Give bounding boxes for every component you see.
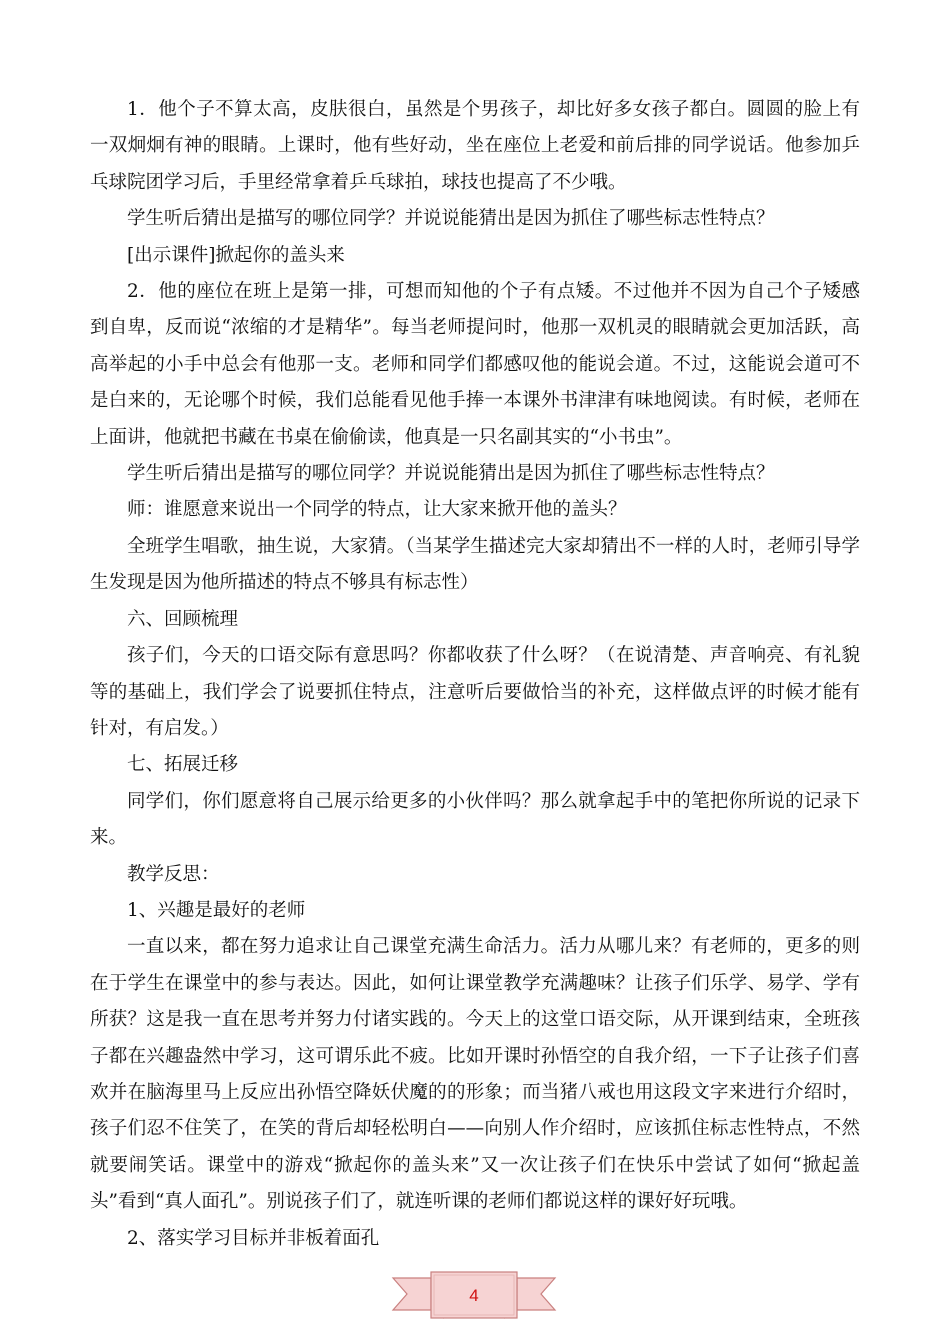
paragraph-teacher-prompt: 师：谁愿意来说出一个同学的特点，让大家来掀开他的盖头？ xyxy=(127,499,627,521)
paragraph-class-activity: 全班学生唱歌，抽生说，大家猜。（当某学生描述完大家却猜出不一样的人时，老师引导学生发现是因为他所描述的特点不够具有标志性） xyxy=(90,535,860,594)
subheading-goals: 2、落实学习目标并非板着面孔 xyxy=(127,1227,380,1249)
subheading-interest: 1、兴趣是最好的老师 xyxy=(127,899,306,921)
paragraph-question-1: 学生听后猜出是描写的哪位同学？并说说能猜出是因为抓住了哪些标志性特点？ xyxy=(127,208,775,230)
section-heading-extension: 七、拓展迁移 xyxy=(127,754,239,776)
document-body xyxy=(90,92,860,1257)
paragraph-question-2: 学生听后猜出是描写的哪位同学？并说说能猜出是因为抓住了哪些标志性特点？ xyxy=(127,463,775,485)
paragraph-description-2: 2．他的座位在班上是第一排，可想而知他的个子有点矮。不过他并不因为自己个子矮感到自卑，反而说“浓缩的才是精华”。每当老师提问时，他那一双机灵的眼睛就会更加活跃，高高举起的小手中总会有他那一支。老师和同学们都感叹他的能说会道。不过，这能说会道可不是白来的，无论哪个时候，我们总能看见他手捧一本课外书津津有味地阅读。有时候，老师在上面讲，他就把书藏在书桌在偷偷读，他真是一只名副其实的“小书虫”。 xyxy=(90,281,860,448)
paragraph-courseware: [出示课件]掀起你的盖头来 xyxy=(127,244,345,266)
paragraph-extension: 同学们，你们愿意将自己展示给更多的小伙伴吗？那么就拿起手中的笔把你所说的记录下来。 xyxy=(90,790,860,849)
section-heading-reflection: 教学反思： xyxy=(127,863,220,885)
paragraph-reflection-interest: 一直以来，都在努力追求让自己课堂充满生命活力。活力从哪儿来？有老师的，更多的则在于学生在课堂中的参与表达。因此，如何让课堂教学充满趣味？让孩子们乐学、易学、学有所获？这是我一直在思考并努力付诸实践的。今天上的这堂口语交际，从开课到结束，全班孩子都在兴趣盎然中学习，这可谓乐此不疲。比如开课时孙悟空的自我介绍，一下子让孩子们喜欢并在脑海里马上反应出孙悟空降妖伏魔的的形象；而当猪八戒也用这段文字来进行介绍时，孩子们忍不住笑了，在笑的背后却轻松明白——向别人作介绍时，应该抓住标志性特点，不然就要闹笑话。课堂中的游戏“掀起你的盖头来”又一次让孩子们在快乐中尝试了如何“掀起盖头”看到“真人面孔”。别说孩子们了，就连听课的老师们都说这样的课好好玩哦。 xyxy=(90,936,860,1213)
paragraph-description-1: 1．他个子不算太高，皮肤很白，虽然是个男孩子，却比好多女孩子都白。圆圆的脸上有一双炯炯有神的眼睛。上课时，他有些好动，坐在座位上老爱和前后排的同学说话。他参加乒乓球院团学习后，手里经常拿着乒乓球拍，球技也提高了不少哦。 xyxy=(90,99,860,193)
page-number-ribbon xyxy=(391,1264,557,1328)
page-number: 4 xyxy=(469,1286,479,1305)
section-heading-review: 六、回顾梳理 xyxy=(127,608,239,630)
paragraph-review: 孩子们，今天的口语交际有意思吗？你都收获了什么呀？（在说清楚、声音响亮、有礼貌等的基础上，我们学会了说要抓住特点，注意听后要做恰当的补充，这样做点评的时候才能有针对，有启发。） xyxy=(90,645,860,739)
